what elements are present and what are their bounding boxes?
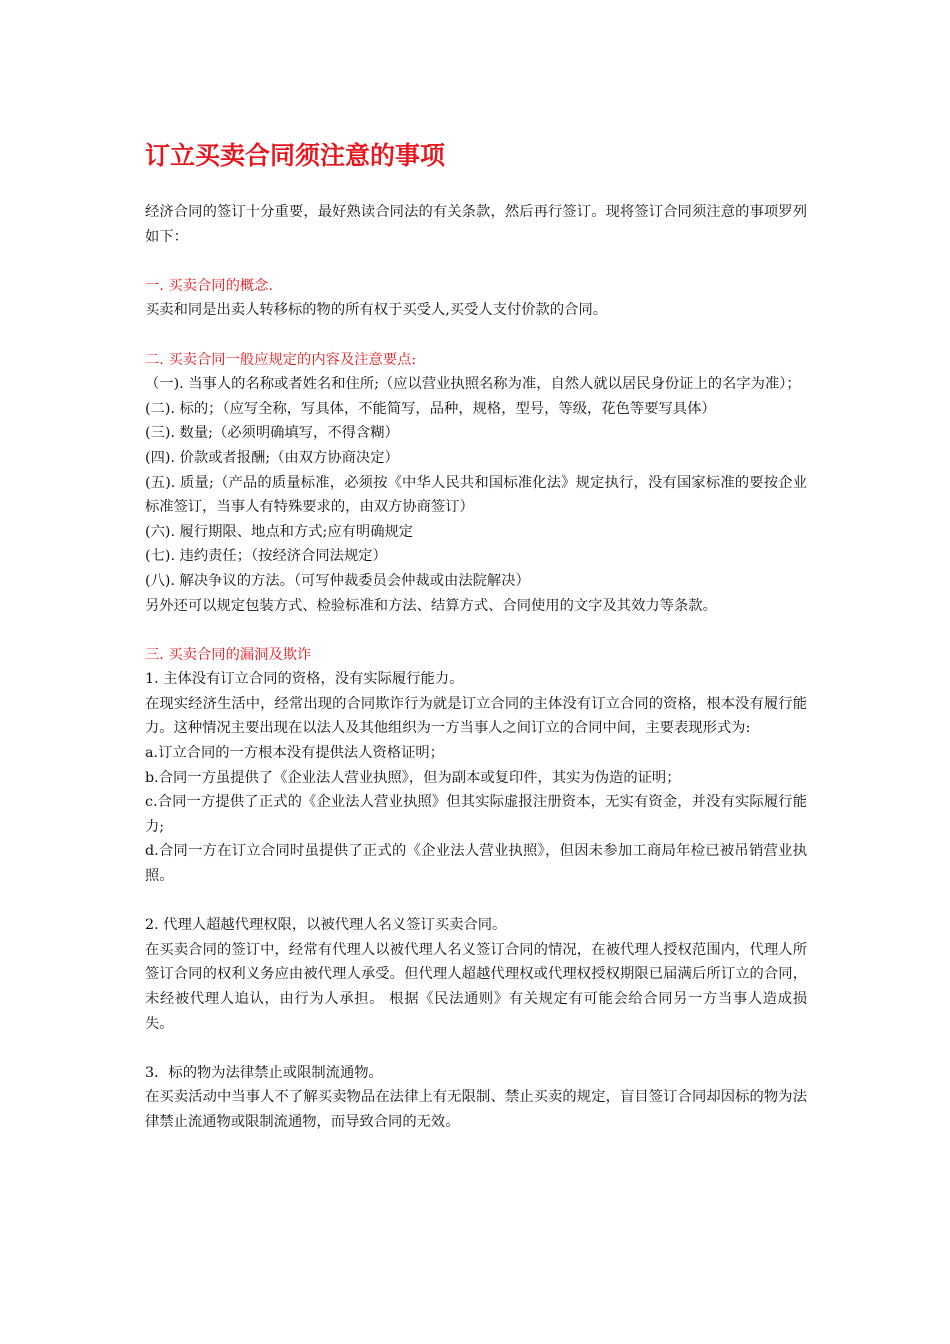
section-1-text: 买卖和同是出卖人转移标的物的所有权于买受人,买受人支付价款的合同。 bbox=[145, 302, 608, 319]
section-2-closing: 另外还可以规定包装方式、检验标准和方法、结算方式、合同使用的文字及其效力等条款。 bbox=[145, 597, 717, 614]
point-1-text: 在现实经济生活中，经常出现的合同欺诈行为就是订立合同的主体没有订立合同的资格，根本没有履行能力。这种情况主要出现在以法人及其他组织为一方当事人之间订立的合同中间，主要表现形式为: bbox=[145, 695, 807, 737]
section-2-item: （一). 当事人的名称或者姓名和住所;（应以营业执照名称为准，自然人就以居民身份证上的名字为准）； bbox=[145, 376, 801, 393]
paragraph-spacer bbox=[145, 889, 807, 914]
section-2-item: (五). 质量;（产品的质量标准，必须按《中华人民共和国标准化法》规定执行，没有国家标准的要按企业标准签订，当事人有特殊要求的，由双方协商签订） bbox=[145, 474, 807, 516]
point-1-item: a.订立合同的一方根本没有提供法人资格证明； bbox=[145, 745, 445, 762]
document-body bbox=[145, 200, 807, 1135]
intro-paragraph: 经济合同的签订十分重要，最好熟读合同法的有关条款，然后再行签订。现将签订合同须注意的事项罗列如下： bbox=[145, 204, 807, 245]
section-2-item: (八). 解决争议的方法。（可写仲裁委员会仲裁或由法院解决） bbox=[145, 572, 530, 589]
document-title: 订立买卖合同须注意的事项 bbox=[145, 141, 446, 170]
paragraph-spacer bbox=[145, 1036, 807, 1061]
point-1-heading: 1. 主体没有订立合同的资格，没有实际履行能力。 bbox=[145, 671, 464, 688]
point-1-item: b.合同一方虽提供了《企业法人营业执照》，但为副本或复印件，其实为伪造的证明； bbox=[145, 769, 681, 786]
paragraph-spacer bbox=[145, 618, 807, 643]
point-1-item: d.合同一方在订立合同时虽提供了正式的《企业法人营业执照》，但因未参加工商局年检已被吊销营业执照。 bbox=[145, 843, 807, 885]
section-1-heading: 一. 买卖合同的概念. bbox=[145, 277, 274, 294]
section-2-item: (三). 数量;（必须明确填写，不得含糊） bbox=[145, 425, 399, 442]
section-3-heading: 三. 买卖合同的漏洞及欺诈 bbox=[145, 646, 312, 663]
point-2-heading: 2. 代理人超越代理权限，以被代理人名义签订买卖合同。 bbox=[145, 917, 507, 934]
paragraph-spacer bbox=[145, 323, 807, 348]
point-3-text: 在买卖活动中当事人不了解买卖物品在法律上有无限制、禁止买卖的规定，盲目签订合同却因标的物为法律禁止流通物或限制流通物，而导致合同的无效。 bbox=[145, 1089, 807, 1130]
section-2-item: (六). 履行期限、地点和方式;应有明确规定 bbox=[145, 523, 414, 540]
section-2-item: (二). 标的；（应写全称，写具体，不能简写，品种，规格，型号，等级，花色等要写具体） bbox=[145, 400, 716, 417]
section-2-item: (四). 价款或者报酬;（由双方协商决定） bbox=[145, 449, 399, 466]
point-2-text: 在买卖合同的签订中，经常有代理人以被代理人名义签订合同的情况，在被代理人授权范围内，代理人所签订合同的权利义务应由被代理人承受。但代理人超越代理权或代理权授权期限已届满后所订立的合同，未经被代理人追认，由行为人承担。 根据《民法通则》有关规定有可能会给合同另一方当事人造成损失。 bbox=[145, 941, 807, 1032]
point-3-heading: 3．标的物为法律禁止或限制流通物。 bbox=[145, 1064, 383, 1081]
section-2-item: (七). 违约责任；（按经济合同法规定） bbox=[145, 548, 387, 565]
point-1-item: c.合同一方提供了正式的《企业法人营业执照》但其实际虚报注册资本，无实有资金，并没有实际履行能力; bbox=[145, 794, 807, 835]
section-2-heading: 二. 买卖合同一般应规定的内容及注意要点: bbox=[145, 351, 417, 368]
paragraph-spacer bbox=[145, 249, 807, 274]
